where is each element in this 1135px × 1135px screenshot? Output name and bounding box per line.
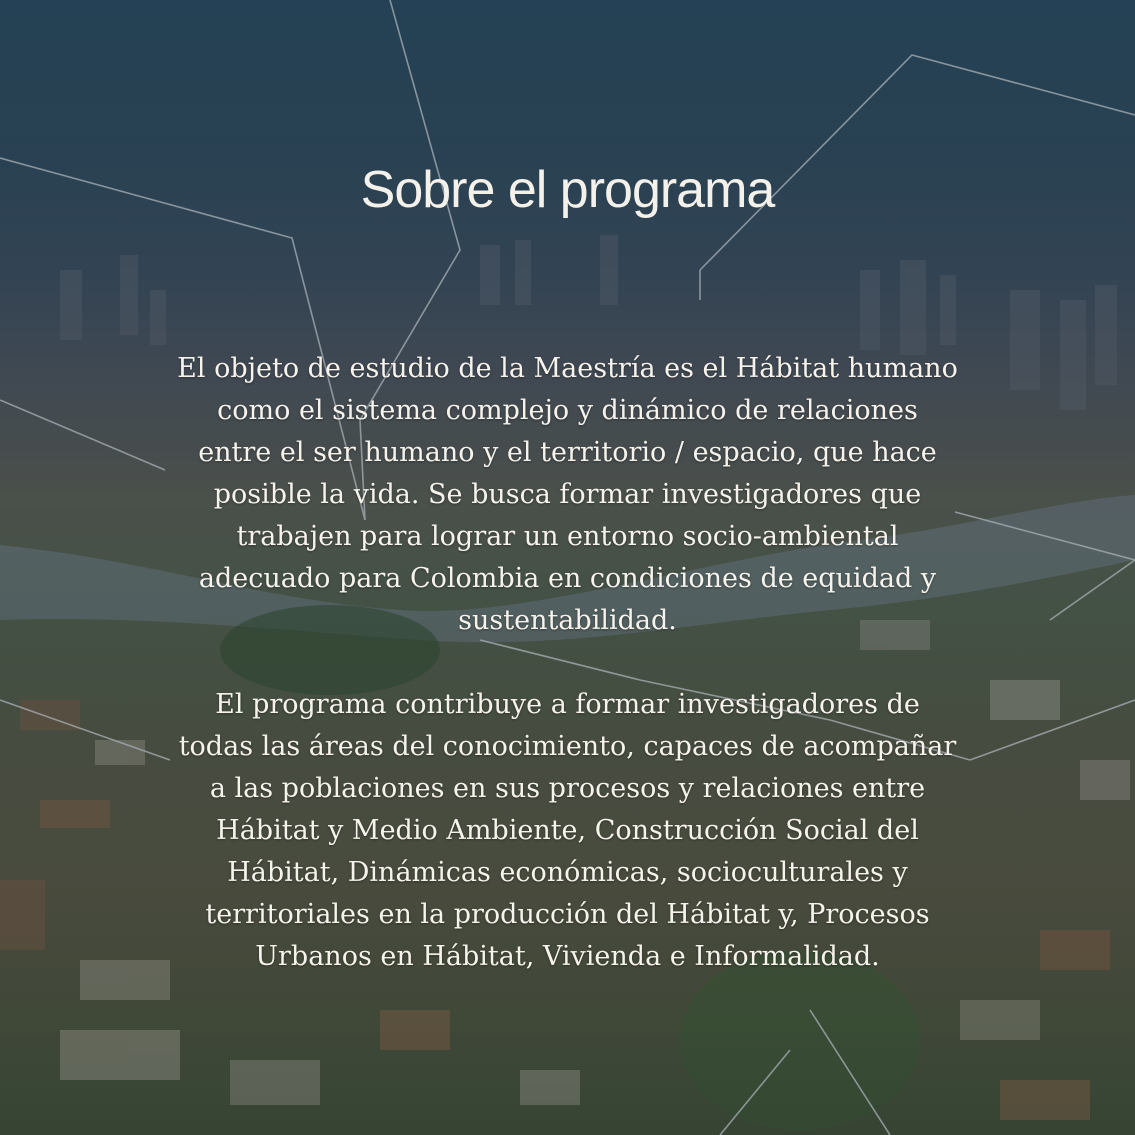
paragraph-line: trabajen para lograr un entorno socio-ambiental [236, 521, 899, 552]
description-paragraph-2 [100, 684, 1035, 978]
paragraph-line: sustentabilidad. [458, 605, 677, 636]
page-title: Sobre el programa [360, 161, 775, 219]
paragraph-line: Hábitat y Medio Ambiente, Construcción Social del [216, 815, 919, 846]
paragraph-line: todas las áreas del conocimiento, capaces de acompañar [178, 731, 957, 762]
paragraph-line: adecuado para Colombia en condiciones de equidad y [198, 563, 937, 594]
paragraph-line: a las poblaciones en sus procesos y relaciones entre [209, 773, 926, 804]
description-paragraph-1 [100, 348, 1035, 642]
paragraph-line: Urbanos en Hábitat, Vivienda e Informalidad. [255, 941, 880, 972]
paragraph-line: Hábitat, Dinámicas económicas, socioculturales y [227, 857, 908, 888]
paragraph-line: entre el ser humano y el territorio / espacio, que hace [198, 437, 937, 468]
paragraph-line: El programa contribuye a formar investigadores de [215, 689, 920, 720]
paragraph-line: como el sistema complejo y dinámico de relaciones [217, 395, 918, 426]
paragraph-line: territoriales en la producción del Hábitat y, Procesos [205, 899, 930, 930]
paragraph-line: posible la vida. Se busca formar investigadores que [213, 479, 922, 510]
paragraph-line: El objeto de estudio de la Maestría es el Hábitat humano [177, 353, 958, 384]
